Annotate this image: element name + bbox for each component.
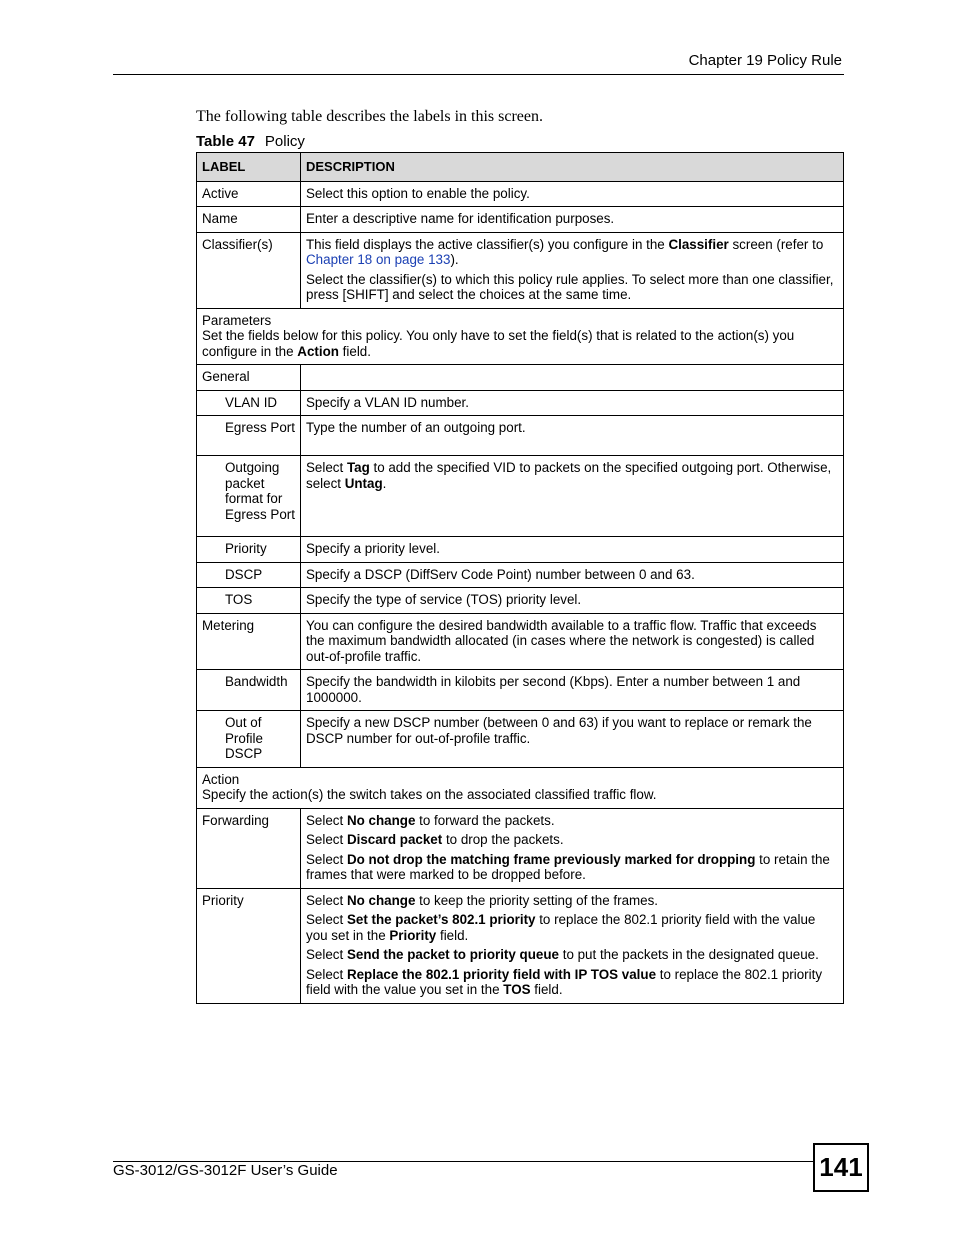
row-label: Metering [197, 613, 301, 670]
section-text: Specify the action(s) the switch takes on the associated classified traffic flow. [202, 787, 657, 802]
chapter-link[interactable]: Chapter 18 on page 133 [306, 252, 451, 267]
table-row [197, 365, 844, 391]
table-row [197, 613, 844, 670]
row-label: Egress Port [197, 416, 301, 456]
row-label: Outgoing packet format for Egress Port [197, 456, 301, 537]
chapter-header: Chapter 19 Policy Rule [688, 52, 842, 69]
row-label: General [197, 365, 301, 391]
table-row [197, 181, 844, 207]
row-description: Type the number of an outgoing port. [301, 416, 844, 456]
row-label: VLAN ID [197, 390, 301, 416]
header-divider [113, 74, 844, 75]
intro-text: The following table describes the labels in this screen. [196, 108, 544, 125]
row-description: Enter a descriptive name for identification purposes. [301, 207, 844, 233]
row-label: Active [197, 181, 301, 207]
page-number: 141 [813, 1143, 869, 1192]
row-description: This field displays the active classifier(s) you configure in the Classifier screen (refer to Chapter 18 on page 133). Select the classifier(s) to which this policy rule applies. To select more than one classifier, press [SHIFT] and select the choices at the same time. [301, 232, 844, 308]
section-row-action [197, 767, 844, 808]
table-row [197, 562, 844, 588]
section-row-parameters [197, 308, 844, 365]
table-row [197, 588, 844, 614]
row-description: You can configure the desired bandwidth available to a traffic flow. Traffic that exceeds the maximum bandwidth allocated (in cases where the network is congested) is called out-of-profile traffic. [301, 613, 844, 670]
policy-table [196, 152, 844, 1004]
row-description: Select this option to enable the policy. [301, 181, 844, 207]
row-label: TOS [197, 588, 301, 614]
row-label: Classifier(s) [197, 232, 301, 308]
table-row [197, 808, 844, 888]
table-row [197, 232, 844, 308]
row-description: Specify a new DSCP number (between 0 and 63) if you want to replace or remark the DSCP number for out-of-profile traffic. [301, 711, 844, 768]
row-description: Select No change to forward the packets. Select Discard packet to drop the packets. Select Do not drop the matching frame previously marked for dropping to retain the frames that were marked to be dropped before. [301, 808, 844, 888]
column-header-description: DESCRIPTION [301, 153, 844, 182]
row-label: Out of Profile DSCP [197, 711, 301, 768]
row-description: Select No change to keep the priority setting of the frames. Select Set the packet’s 802.1 priority to replace the 802.1 priority field with the value you set in the Priority field. Select Send the packet to priority queue to put the packets in the designated queue. Select Replace the 802.1 priority field with IP TOS value to replace the 802.1 priority field with the value you set in the TOS field. [301, 888, 844, 1003]
row-label: DSCP [197, 562, 301, 588]
table-row [197, 711, 844, 768]
row-description: Specify a DSCP (DiffServ Code Point) number between 0 and 63. [301, 562, 844, 588]
row-description: Specify the bandwidth in kilobits per second (Kbps). Enter a number between 1 and 1000000. [301, 670, 844, 711]
table-caption [196, 133, 305, 150]
section-title: Action [202, 771, 240, 787]
row-label: Priority [197, 888, 301, 1003]
table-title: Policy [264, 133, 305, 150]
column-header-label: LABEL [197, 153, 301, 182]
row-label: Bandwidth [197, 670, 301, 711]
row-description: Specify a priority level. [301, 537, 844, 563]
footer-guide-title: GS-3012/GS-3012F User’s Guide [113, 1162, 338, 1179]
table-row [197, 390, 844, 416]
row-label: Name [197, 207, 301, 233]
table-row [197, 416, 844, 456]
row-description: Specify a VLAN ID number. [301, 390, 844, 416]
table-row [197, 207, 844, 233]
table-row [197, 456, 844, 537]
row-label: Priority [197, 537, 301, 563]
section-title: Parameters [202, 312, 272, 328]
row-label: Forwarding [197, 808, 301, 888]
row-description: Select Tag to add the specified VID to packets on the specified outgoing port. Otherwise, select Untag. [301, 456, 844, 537]
row-description [301, 365, 844, 391]
row-description: Specify the type of service (TOS) priority level. [301, 588, 844, 614]
table-row [197, 888, 844, 1003]
table-row [197, 670, 844, 711]
table-header-row [197, 153, 844, 182]
section-text: Set the fields below for this policy. You only have to set the field(s) that is related to the action(s) you configure in the Action field. [202, 328, 795, 359]
table-number: Table 47 [196, 133, 255, 150]
table-row [197, 537, 844, 563]
